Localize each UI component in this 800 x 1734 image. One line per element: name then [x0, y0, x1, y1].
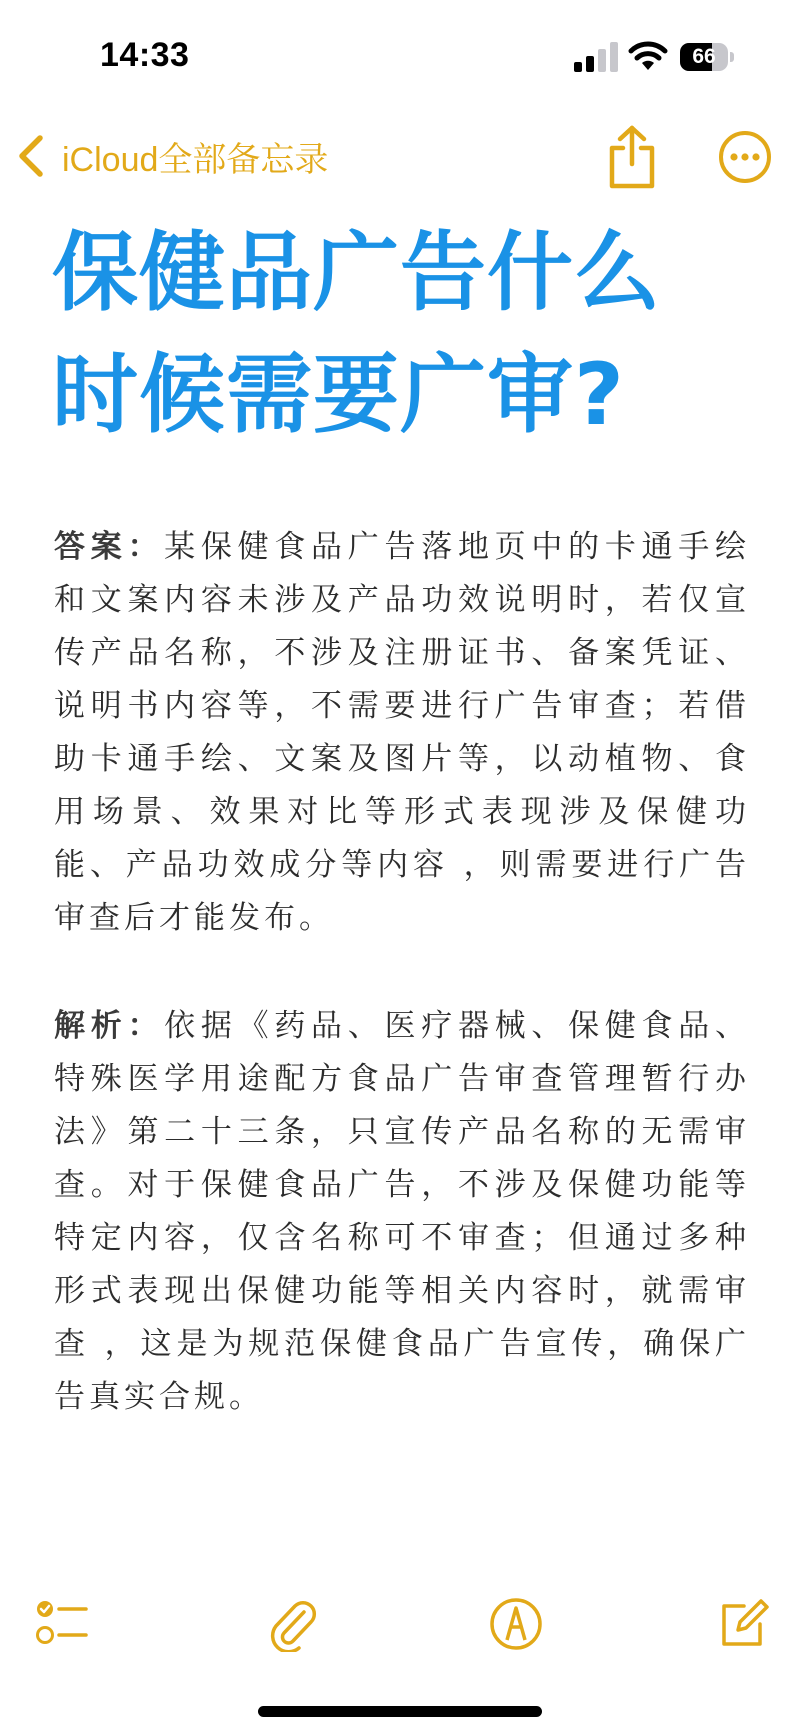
battery-cap	[730, 52, 734, 62]
back-button[interactable]	[14, 128, 328, 184]
battery-level: 66	[692, 45, 716, 68]
back-label: iCloud全部备忘录	[62, 140, 329, 179]
share-icon[interactable]	[604, 124, 660, 190]
battery-body	[680, 43, 728, 71]
wifi-icon	[628, 40, 668, 72]
note-title[interactable]	[52, 212, 752, 456]
nav-bar	[0, 110, 800, 200]
analysis-text: 依据《药品、医疗器械、保健食品、特殊医学用途配方食品广告审查管理暂行办法》第二十三条，只宣传产品名称的无需审查。对于保健食品广告，不涉及保健功能等特定内容，仅含名称可不审查；但通过多种形式表现出保健功能等相关内容时，就需审查 ，这是为规范保健食品广告宣传，确保广告真实合规。	[54, 1008, 751, 1415]
status-time: 14:33	[100, 36, 190, 74]
chevron-left-icon	[14, 132, 50, 180]
answer-text: 某保健食品广告落地页中的卡通手绘和文案内容未涉及产品功效说明时，若仅宣传产品名称，不涉及注册证书、备案凭证、说明书内容等，不需要进行广告审查；若借助卡通手绘、文案及图片等，以动植物、食用场景、效果对比等形式表现涉及保健功能、产品功效成分等内容 ，则需要进行广告审查后才能发布。	[54, 529, 751, 936]
checklist-icon[interactable]	[34, 1596, 90, 1652]
answer-label: 答案：	[54, 529, 165, 565]
answer-paragraph[interactable]	[54, 521, 750, 945]
note-title-line-1: 保健品广告什么	[52, 223, 661, 323]
analysis-paragraph[interactable]	[54, 1000, 750, 1424]
more-icon[interactable]	[718, 130, 772, 184]
home-indicator	[258, 1706, 542, 1717]
bottom-toolbar	[0, 1580, 800, 1670]
signal-icon	[574, 42, 618, 72]
markup-icon[interactable]	[488, 1596, 544, 1652]
attachment-icon[interactable]	[264, 1596, 320, 1652]
status-bar	[0, 0, 800, 110]
compose-icon[interactable]	[714, 1596, 770, 1652]
analysis-label: 解析：	[54, 1008, 165, 1044]
battery-icon	[680, 43, 734, 71]
note-title-line-2: 时候需要广审?	[52, 345, 625, 445]
